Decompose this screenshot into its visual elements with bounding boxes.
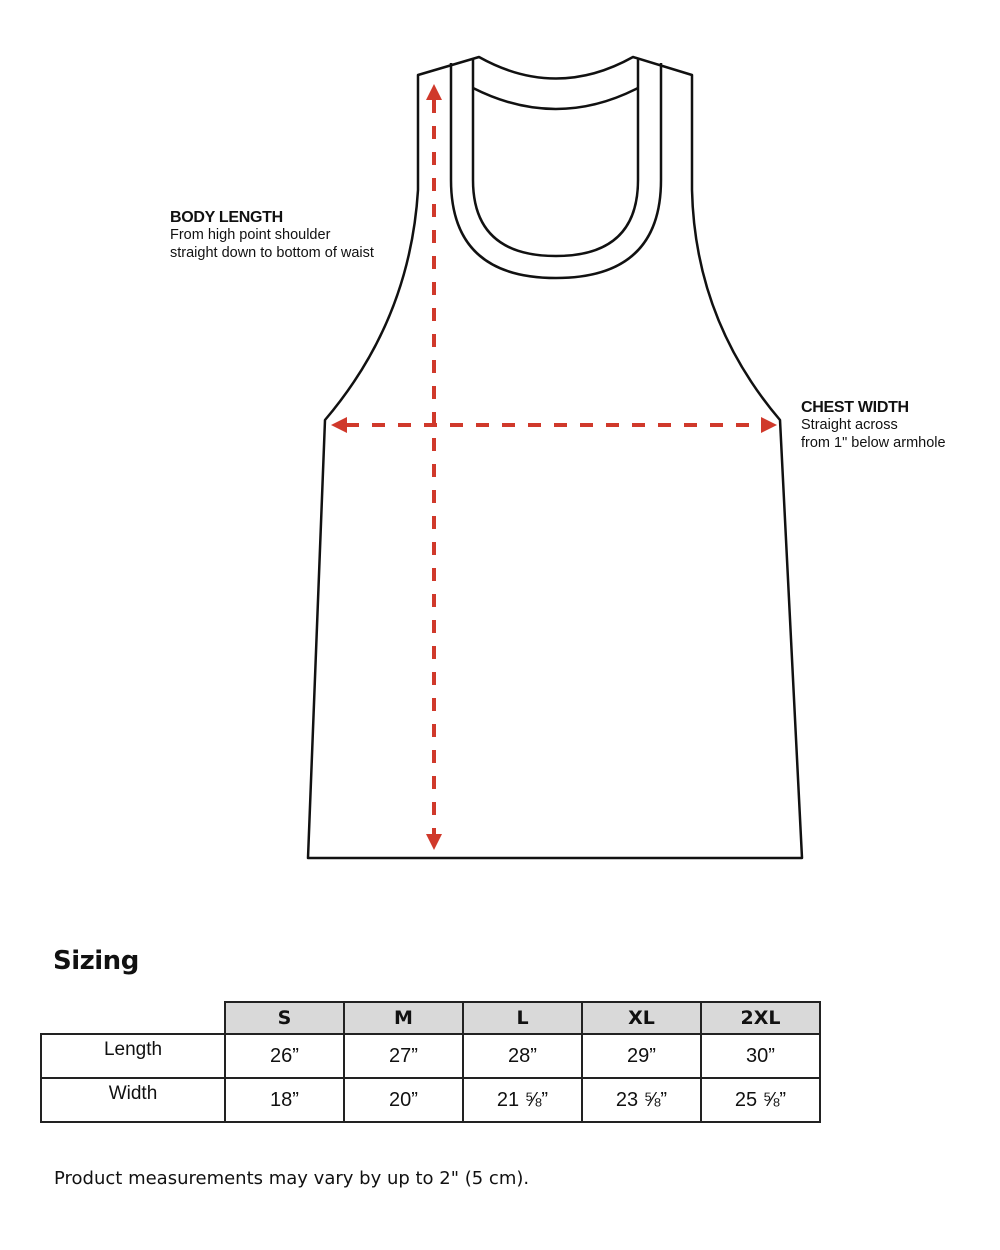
header-2xl: 2XL bbox=[701, 1002, 820, 1034]
table-row bbox=[41, 1034, 820, 1078]
chest-width-title: CHEST WIDTH bbox=[801, 399, 909, 416]
cell-width-l: 21 ⅝” bbox=[463, 1078, 582, 1122]
body-length-arrow bbox=[426, 84, 442, 850]
chest-width-desc-2: from 1" below armhole bbox=[801, 434, 946, 451]
chest-width-arrow bbox=[331, 417, 777, 433]
table-header-row bbox=[41, 1002, 820, 1034]
cell-length-l: 28” bbox=[463, 1034, 582, 1078]
table-row bbox=[41, 1078, 820, 1122]
body-length-desc-2: straight down to bottom of waist bbox=[170, 244, 374, 261]
header-m: M bbox=[344, 1002, 463, 1034]
cell-width-m: 20” bbox=[344, 1078, 463, 1122]
cell-width-2xl: 25 ⅝” bbox=[701, 1078, 820, 1122]
body-length-title: BODY LENGTH bbox=[170, 209, 283, 226]
body-length-desc-1: From high point shoulder bbox=[170, 227, 331, 244]
sizing-table bbox=[40, 1001, 821, 1123]
row-label-width: Width bbox=[41, 1078, 225, 1122]
cell-width-xl: 23 ⅝” bbox=[582, 1078, 701, 1122]
cell-length-m: 27” bbox=[344, 1034, 463, 1078]
header-l: L bbox=[463, 1002, 582, 1034]
chest-width-desc-1: Straight across bbox=[801, 417, 898, 434]
cell-length-2xl: 30” bbox=[701, 1034, 820, 1078]
row-label-length: Length bbox=[41, 1034, 225, 1078]
chest-width-label bbox=[801, 398, 946, 452]
cell-length-xl: 29” bbox=[582, 1034, 701, 1078]
header-blank bbox=[41, 1002, 225, 1034]
body-length-label bbox=[170, 208, 374, 262]
sizing-title: Sizing bbox=[53, 946, 139, 976]
tank-top-outline bbox=[308, 57, 802, 858]
header-s: S bbox=[225, 1002, 344, 1034]
cell-width-s: 18” bbox=[225, 1078, 344, 1122]
header-xl: XL bbox=[582, 1002, 701, 1034]
footnote: Product measurements may vary by up to 2" (5 cm). bbox=[54, 1168, 530, 1189]
cell-length-s: 26” bbox=[225, 1034, 344, 1078]
